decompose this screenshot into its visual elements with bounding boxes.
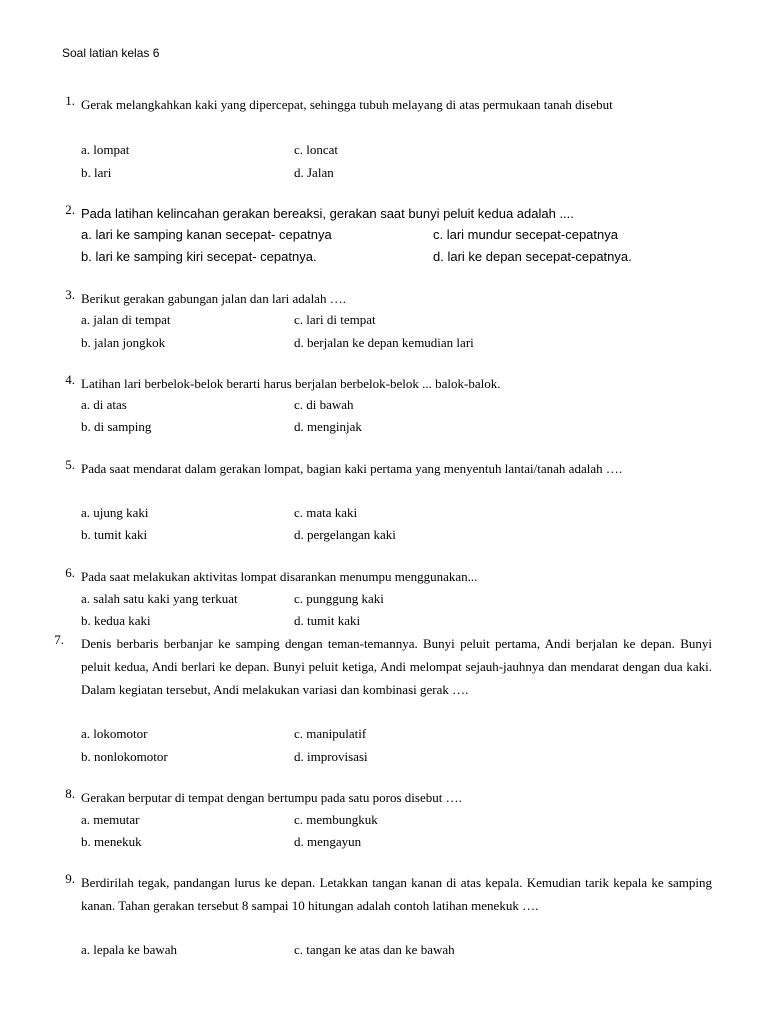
question-number: 4. — [65, 372, 75, 387]
question-text: Denis berbaris berbanjar ke samping dengan teman-temannya. Bunyi peluit pertama, Andi berjalan ke depan. Bunyi peluit kedua, Andi berlari ke depan. Bunyi peluit ketiga, Andi melompat sejauh-jauhnya dan mendarat dengan dua kaki. Dalam kegiatan tersebut, Andi melakukan variasi dan kombinasi gerak …. — [81, 636, 712, 697]
option-a: a. salah satu kaki yang terkuat — [81, 591, 238, 606]
option-b: b. nonlokomotor — [81, 749, 168, 764]
option-d: d. Jalan — [294, 165, 334, 180]
question-number: 9. — [65, 871, 75, 886]
option-a: a. ujung kaki — [81, 505, 149, 520]
option-a: a. memutar — [81, 812, 140, 827]
option-a: a. lompat — [81, 142, 130, 157]
question-number: 5. — [65, 457, 75, 472]
question-number: 6. — [65, 565, 75, 580]
question-text: Pada saat melakukan aktivitas lompat disarankan menumpu menggunakan... — [81, 569, 478, 584]
question-text: Latihan lari berbelok-belok berarti harus berjalan berbelok-belok ... balok-balok. — [81, 376, 501, 391]
option-b: b. tumit kaki — [81, 527, 148, 542]
option-c: c. tangan ke atas dan ke bawah — [294, 942, 455, 957]
option-c: c. manipulatif — [294, 726, 367, 741]
question-text: Pada saat mendarat dalam gerakan lompat, bagian kaki pertama yang menyentuh lantai/tanah adalah …. — [81, 461, 623, 476]
option-b: b. menekuk — [81, 834, 142, 849]
option-b: b. kedua kaki — [81, 613, 151, 628]
option-b: b. jalan jongkok — [81, 335, 166, 350]
option-b: b. lari — [81, 165, 112, 180]
question-text: Gerak melangkahkan kaki yang dipercepat, sehingga tubuh melayang di atas permukaan tanah disebut — [81, 97, 613, 112]
option-c: c. di bawah — [294, 397, 354, 412]
option-b: b. lari ke samping kiri secepat- cepatnya. — [81, 249, 317, 264]
option-d: d. tumit kaki — [294, 613, 361, 628]
option-d: d. mengayun — [294, 834, 362, 849]
option-c: c. membungkuk — [294, 812, 378, 827]
option-b: b. di samping — [81, 419, 152, 434]
question-text: Berdirilah tegak, pandangan lurus ke depan. Letakkan tangan kanan di atas kepala. Kemudian tarik kepala ke samping kanan. Tahan gerakan tersebut 8 sampai 10 hitungan adalah contoh latihan menekuk …. — [81, 875, 712, 913]
question-text: Berikut gerakan gabungan jalan dan lari adalah …. — [81, 291, 346, 306]
question-number: 2. — [65, 202, 75, 217]
option-d: d. menginjak — [294, 419, 362, 434]
option-d: d. berjalan ke depan kemudian lari — [294, 335, 474, 350]
option-a: a. jalan di tempat — [81, 312, 171, 327]
option-d: d. lari ke depan secepat-cepatnya. — [433, 249, 632, 264]
option-c: c. lari mundur secepat-cepatnya — [433, 227, 618, 242]
question-number: 1. — [65, 93, 75, 108]
question-text: Gerakan berputar di tempat dengan bertumpu pada satu poros disebut …. — [81, 790, 462, 805]
option-c: c. loncat — [294, 142, 339, 157]
option-c: c. lari di tempat — [294, 312, 376, 327]
option-a: a. lokomotor — [81, 726, 148, 741]
page-header: Soal latian kelas 6 — [62, 46, 160, 60]
question-number: 7. — [54, 632, 64, 647]
option-c: c. punggung kaki — [294, 591, 384, 606]
question-number: 8. — [65, 786, 75, 801]
option-a: a. lepala ke bawah — [81, 942, 178, 957]
option-a: a. di atas — [81, 397, 127, 412]
option-c: c. mata kaki — [294, 505, 358, 520]
question-number: 3. — [65, 287, 75, 302]
question-text: Pada latihan kelincahan gerakan bereaksi, gerakan saat bunyi peluit kedua adalah .... — [81, 206, 574, 221]
option-d: d. pergelangan kaki — [294, 527, 396, 542]
option-d: d. improvisasi — [294, 749, 368, 764]
option-a: a. lari ke samping kanan secepat- cepatnya — [81, 227, 332, 242]
